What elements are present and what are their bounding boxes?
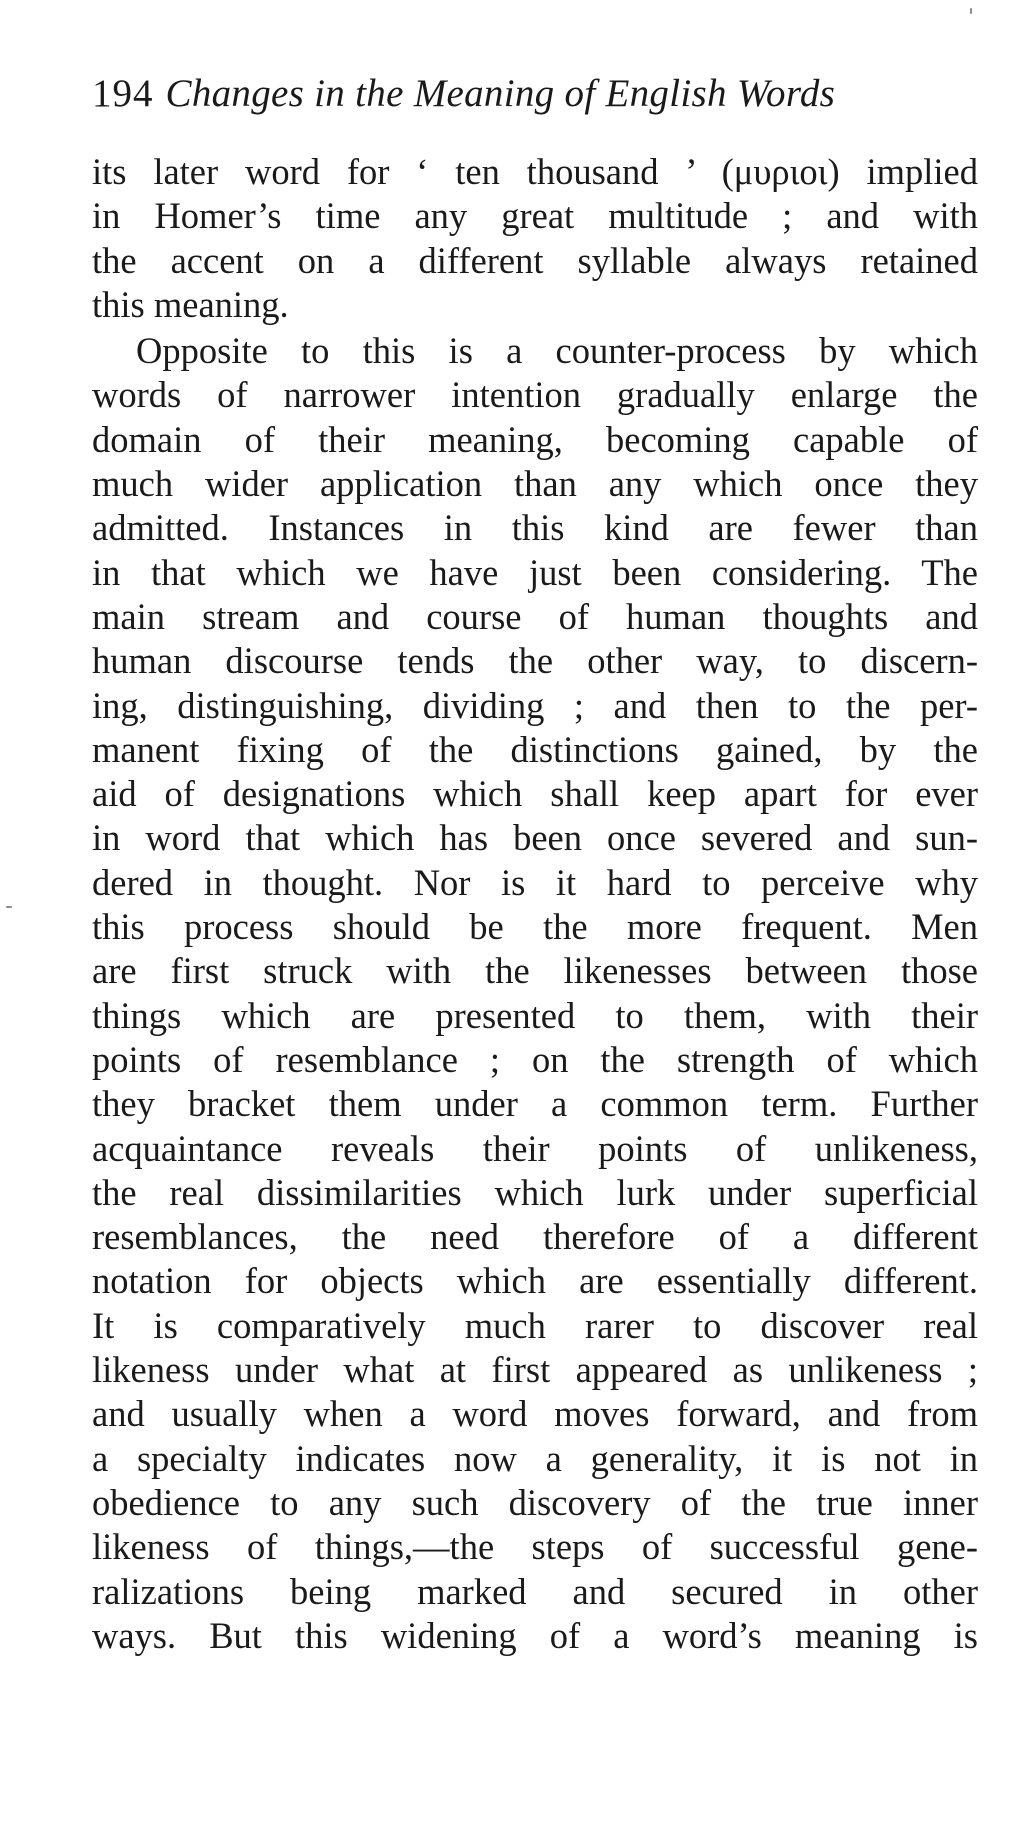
text-line: in Homer’s time any great multitude ; and with — [92, 195, 978, 237]
text-line: manent fixing of the distinctions gained, by the — [92, 728, 978, 770]
running-title: Changes in the Meaning of English Words — [165, 72, 836, 115]
text-line: ways. But this widening of a word’s meaning is — [92, 1614, 978, 1656]
page-number: 194 — [92, 72, 154, 115]
text-line: admitted. Instances in this kind are fewer than — [92, 507, 978, 549]
paragraph-continuation — [92, 150, 978, 327]
running-head — [92, 70, 982, 118]
text-line: in word that which has been once severed and sun- — [92, 817, 978, 859]
text-line: the real dissimilarities which lurk under superficial — [92, 1171, 978, 1213]
text-line: acquaintance reveals their points of unlikeness, — [92, 1127, 978, 1169]
text-line: dered in thought. Nor is it hard to perceive why — [92, 861, 978, 903]
text-line: human discourse tends the other way, to discern- — [92, 640, 978, 682]
text-line: this process should be the more frequent. Men — [92, 906, 978, 948]
text-line: its later word for ‘ ten thousand ’ (μυριοι) implied — [92, 151, 978, 192]
text-line: ing, distinguishing, dividing ; and then to the per- — [92, 684, 978, 726]
text-line: much wider application than any which once they — [92, 463, 978, 505]
text-line: a specialty indicates now a generality, it is not in — [92, 1437, 978, 1479]
text-line: and usually when a word moves forward, and from — [92, 1393, 978, 1435]
text-line: It is comparatively much rarer to discover real — [92, 1304, 978, 1346]
text-line: notation for objects which are essentially different. — [92, 1260, 978, 1302]
text-line: domain of their meaning, becoming capable of — [92, 418, 978, 460]
text-line: in that which we have just been considering. The — [92, 551, 978, 593]
paper-speck — [970, 8, 972, 14]
text-line: likeness under what at first appeared as unlikeness ; — [92, 1349, 978, 1391]
text-line: obedience to any such discovery of the true inner — [92, 1481, 978, 1523]
text-line: they bracket them under a common term. Further — [92, 1083, 978, 1125]
text-line: things which are presented to them, with their — [92, 994, 978, 1036]
body-text — [92, 150, 978, 1658]
text-line: resemblances, the need therefore of a different — [92, 1216, 978, 1258]
text-line: are first struck with the likenesses between those — [92, 950, 978, 992]
text-line: main stream and course of human thoughts and — [92, 595, 978, 637]
text-line: words of narrower intention gradually enlarge the — [92, 374, 978, 416]
text-line: ralizations being marked and secured in other — [92, 1570, 978, 1612]
text-line: Opposite to this is a counter-process by which — [136, 330, 978, 372]
paper-speck — [6, 906, 12, 908]
paragraph-opposite — [92, 329, 978, 1658]
text-line: aid of designations which shall keep apart for ever — [92, 773, 978, 815]
text-line: likeness of things,—the steps of successful gene- — [92, 1526, 978, 1568]
text-line: the accent on a different syllable always retained — [92, 239, 978, 281]
text-line: points of resemblance ; on the strength of which — [92, 1038, 978, 1080]
text-line: this meaning. — [92, 283, 289, 325]
